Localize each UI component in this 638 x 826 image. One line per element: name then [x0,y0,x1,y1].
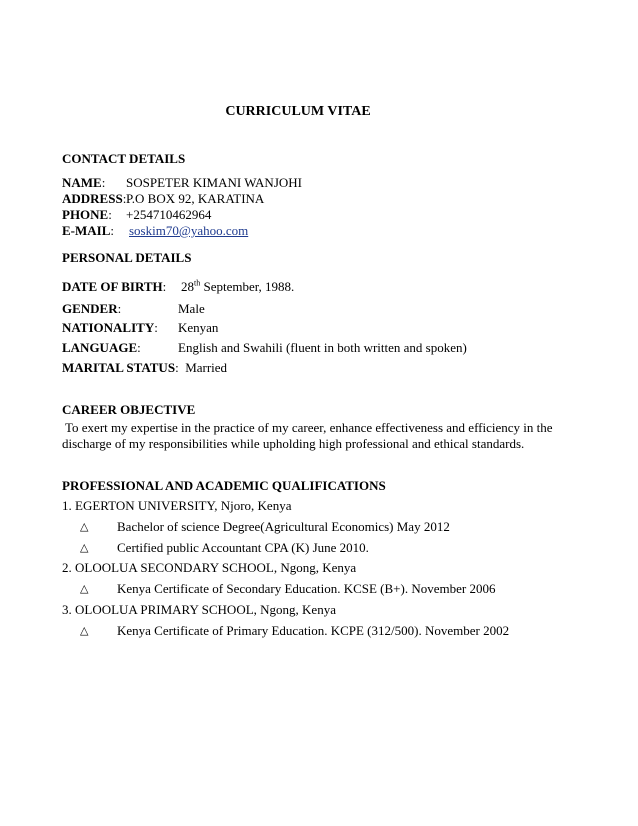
name-row: NAME: [62,175,106,190]
name-value: SOSPETER KIMANI WANJOHI [126,175,302,190]
nationality-value: Kenyan [178,320,219,335]
school-title: 2. OLOOLUA SECONDARY SCHOOL, Ngong, Kenya [62,560,357,575]
language-value: English and Swahili (fluent in both written and spoken) [178,340,467,355]
address-value: P.O BOX 92, KARATINA [126,191,265,206]
gender-label: GENDER [62,301,118,316]
dob-value: 28th September, 1988. [181,278,295,294]
name-label: NAME [62,175,102,190]
qualification-item: Kenya Certificate of Primary Education. KCPE (312/500). November 2002 [117,623,510,638]
qualification-item: Bachelor of science Degree(Agricultural Economics) May 2012 [117,519,450,534]
page-title: CURRICULUM VITAE [225,104,371,119]
language-label: LANGUAGE [62,340,138,355]
triangle-bullet-icon: △ [80,582,89,595]
qualification-item: Kenya Certificate of Secondary Education. KCSE (B+). November 2006 [117,581,496,596]
school-title: 1. EGERTON UNIVERSITY, Njoro, Kenya [62,498,292,513]
objective-line-2: discharge of my responsibilities while upholding high professional and ethical standards. [62,436,525,451]
phone-row: PHONE: [62,207,112,222]
triangle-bullet-icon: △ [80,541,89,554]
phone-label: PHONE [62,207,109,222]
qualification-item: Certified public Accountant CPA (K) June 2010. [117,540,369,555]
objective-heading: CAREER OBJECTIVE [62,402,196,417]
gender-row: GENDER: [62,301,122,316]
triangle-bullet-icon: △ [80,520,89,533]
gender-value: Male [178,301,205,316]
marital-value: Married [185,360,228,375]
objective-line-1: To exert my expertise in the practice of my career, enhance effectiveness and efficiency in the [65,420,553,435]
email-row: E-MAIL: [62,223,115,238]
contact-heading: CONTACT DETAILS [62,151,186,166]
dob-row: DATE OF BIRTH: [62,279,167,294]
nationality-label: NATIONALITY [62,320,155,335]
personal-heading: PERSONAL DETAILS [62,250,192,265]
language-row: LANGUAGE: [62,340,141,355]
phone-value: +254710462964 [126,207,212,222]
marital-label: MARITAL STATUS [62,360,176,375]
email-label: E-MAIL [62,223,111,238]
triangle-bullet-icon: △ [80,624,89,637]
email-link[interactable]: soskim70@yahoo.com [129,223,249,238]
school-title: 3. OLOOLUA PRIMARY SCHOOL, Ngong, Kenya [62,602,336,617]
marital-row: MARITAL STATUS: Married [62,360,228,375]
dob-label: DATE OF BIRTH [62,279,163,294]
qualifications-heading: PROFESSIONAL AND ACADEMIC QUALIFICATIONS [62,478,386,493]
nationality-row: NATIONALITY: [62,320,158,335]
address-row: ADDRESS: [62,191,127,206]
address-label: ADDRESS [62,191,123,206]
